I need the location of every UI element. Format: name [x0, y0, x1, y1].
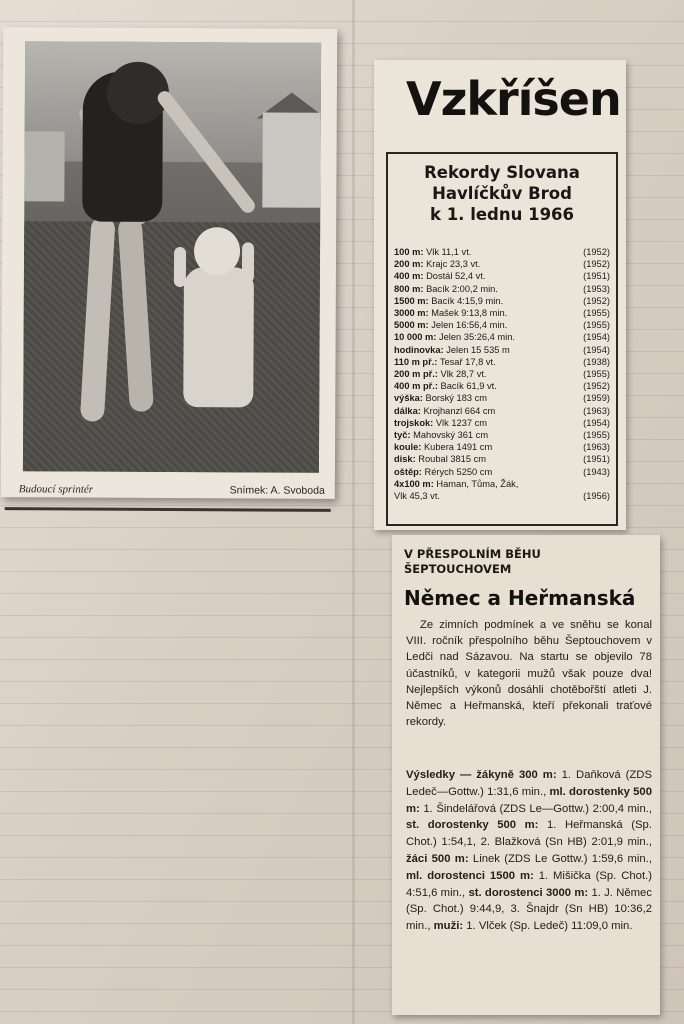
record-year: (1954)	[583, 417, 610, 428]
record-event: 400 m př.:	[394, 381, 438, 392]
record-result: Bacík 61,9 vt.	[440, 381, 497, 392]
kicker-line: ŠEPTOUCHOVEM	[404, 562, 512, 576]
record-result: Jelen 15 535 m	[446, 344, 510, 355]
record-result: Vlk 11,1 vt.	[426, 247, 472, 257]
record-entry	[394, 270, 486, 282]
record-result: Kubera 1491 cm	[423, 442, 493, 453]
record-event: 4x100 m:	[394, 478, 434, 489]
record-year: (1938)	[583, 356, 610, 367]
record-result: Bacík 2:00,2 min.	[426, 283, 498, 294]
record-event: koule:	[394, 442, 422, 453]
records-clipping	[374, 60, 626, 530]
record-row	[394, 344, 610, 356]
record-year: (1955)	[583, 369, 610, 380]
record-row	[394, 380, 610, 392]
record-entry	[394, 295, 503, 307]
results-text: 1. Heřmanská (Sp. Chot.) 1:54,1, 2. Blažková (Sn HB) 2:01,9 min.,	[406, 819, 652, 849]
results-heading: ml. dorostenky 500 m:	[406, 785, 653, 815]
record-entry	[394, 283, 498, 295]
record-year: (1955)	[583, 430, 610, 441]
record-year: (1954)	[583, 344, 610, 355]
results-heading: st. dorostenky 500 m:	[406, 819, 539, 832]
photo-baby-body	[183, 267, 254, 407]
record-entry	[394, 429, 488, 441]
record-row	[394, 441, 610, 453]
record-row	[394, 392, 610, 404]
photo-credit: Snímek: A. Svoboda	[229, 484, 325, 497]
photo-house-left	[24, 131, 64, 201]
record-result: Mahovský 361 cm	[413, 430, 489, 441]
record-year: (1953)	[583, 283, 610, 294]
record-year: (1954)	[583, 332, 610, 343]
record-entry	[394, 466, 492, 478]
record-result: Roubal 3815 cm	[418, 454, 486, 465]
record-event: 200 m:	[394, 259, 424, 270]
photo-caption-row	[19, 479, 325, 501]
record-year: (1952)	[583, 259, 610, 270]
record-year: (1955)	[583, 320, 610, 331]
clipping-rule	[5, 507, 331, 512]
record-row	[394, 453, 610, 465]
record-year: (1956)	[583, 490, 610, 501]
article-body: Ze zimních podmínek a ve sněhu se konal VIII. ročník přespolního běhu Šeptouchovem v Ledči nad Sázavou. Na startu se objevilo 78 účastníků, v kategorii mužů však pouze dva! Nejlepších výkonů dosáhli chotěbořští atleti J. Němec a Heřmanská, kteří překonali traťové rekordy.	[406, 619, 652, 729]
record-result: Tesař 17,8 vt.	[439, 356, 496, 367]
records-title-line: Havlíčkův Brod	[432, 184, 572, 203]
record-row	[394, 307, 610, 319]
record-event: 5000 m:	[394, 320, 429, 331]
results-heading: muži:	[433, 920, 464, 933]
record-row	[394, 319, 610, 331]
record-result: Vlk 1237 cm	[435, 417, 488, 428]
records-title-line: Rekordy Slovana	[424, 163, 580, 182]
article-clipping	[392, 535, 660, 1015]
photo-baby-head	[194, 227, 240, 275]
record-event: 200 m př.:	[394, 369, 438, 380]
record-event: trojskok:	[394, 417, 434, 428]
record-row	[394, 356, 610, 368]
record-year: (1959)	[583, 393, 610, 404]
record-event: 10 000 m:	[394, 332, 437, 343]
record-year: (1951)	[583, 454, 610, 465]
record-result: Krojhanzl 664 cm	[423, 405, 496, 416]
results-heading: ml. dorostenci 1500 m:	[406, 869, 534, 882]
record-entry	[394, 392, 487, 404]
record-row	[394, 270, 610, 282]
record-row	[394, 246, 610, 258]
record-entry	[394, 307, 507, 319]
record-year: (1952)	[583, 295, 610, 306]
record-year: (1963)	[583, 442, 610, 453]
record-result: Borský 183 cm	[425, 393, 488, 404]
record-event: hodinovka:	[394, 344, 444, 355]
record-result: Jelen 35:26,4 min.	[438, 332, 515, 343]
record-event: dálka:	[394, 405, 421, 416]
photo-house-right	[262, 112, 320, 207]
record-year: (1951)	[583, 271, 610, 282]
record-result: Dostál 52,4 vt.	[426, 271, 486, 282]
record-result: Bacík 4:15,9 min.	[431, 295, 504, 306]
record-result: Jelen 16:56,4 min.	[431, 320, 508, 331]
record-row	[394, 283, 610, 295]
record-row	[394, 417, 610, 429]
record-year: (1955)	[583, 308, 610, 319]
record-event: oštěp:	[394, 466, 422, 477]
record-event: 3000 m:	[394, 308, 429, 319]
record-entry	[394, 319, 507, 331]
kicker-line: V PŘESPOLNÍM BĚHU	[404, 547, 541, 561]
record-year: (1952)	[583, 247, 610, 257]
records-box	[386, 152, 618, 526]
record-row	[394, 258, 610, 270]
records-title	[388, 162, 616, 225]
record-event: disk:	[394, 454, 416, 465]
record-event: 1500 m:	[394, 295, 429, 306]
record-result: Haman, Tůma, Žák,	[436, 478, 519, 489]
results-heading: Výsledky — žákyně 300 m:	[406, 769, 557, 781]
record-event: 100 m:	[394, 247, 424, 257]
results-text: Linek (ZDS Le Gottw.) 1:59,6 min.,	[472, 852, 652, 865]
record-result: Mašek 9:13,8 min.	[431, 308, 508, 319]
record-entry	[394, 246, 471, 258]
record-year: (1952)	[583, 381, 610, 392]
record-event: 800 m:	[394, 283, 424, 294]
record-row-relay	[394, 478, 610, 502]
record-event: výška:	[394, 393, 423, 404]
article-kicker	[404, 547, 644, 577]
newspaper-photo	[23, 41, 321, 473]
record-row	[394, 405, 610, 417]
record-row	[394, 368, 610, 380]
article-results	[406, 767, 652, 935]
record-entry	[394, 380, 497, 392]
record-year: (1943)	[583, 466, 610, 477]
record-entry	[394, 368, 487, 380]
results-heading: st. dorostenci 3000 m:	[468, 886, 589, 899]
record-row	[394, 331, 610, 343]
record-entry	[394, 441, 492, 453]
records-list	[394, 246, 610, 502]
record-row	[394, 429, 610, 441]
record-entry	[394, 344, 510, 356]
record-event: tyč:	[394, 430, 411, 441]
results-heading: žáci 500 m:	[406, 852, 469, 865]
record-result: Vlk 28,7 vt.	[440, 369, 487, 380]
photo-clipping	[1, 27, 337, 499]
record-entry	[394, 417, 487, 429]
record-entry	[394, 453, 486, 465]
photo-caption: Budoucí sprintér	[18, 483, 94, 496]
record-event: 400 m:	[394, 271, 424, 282]
results-text: 1. Daňková (ZDS Ledeč—Gottw.) 1:31,6 min.,	[406, 769, 652, 798]
record-entry	[394, 331, 515, 343]
record-entry	[394, 405, 495, 417]
results-text: 1. Šindelářová (ZDS Le—Gottw.) 2:00,4 min.,	[423, 802, 653, 815]
page-crease	[352, 0, 355, 1024]
record-event: 110 m př.:	[394, 356, 438, 367]
record-year: (1963)	[583, 405, 610, 416]
record-result: Vlk 45,3 vt.	[394, 490, 440, 501]
record-entry	[394, 258, 480, 270]
article-title: Němec a Heřmanská	[404, 586, 636, 610]
record-result: Rérych 5250 cm	[424, 466, 493, 477]
record-entry	[394, 356, 496, 368]
results-text: 1. Vlček (Sp. Ledeč) 11:09,0 min.	[466, 920, 633, 933]
records-title-line: k 1. lednu 1966	[429, 205, 575, 224]
record-result: Krajc 23,3 vt.	[426, 259, 481, 270]
record-row	[394, 466, 610, 478]
record-row	[394, 295, 610, 307]
photo-grass	[23, 221, 320, 473]
results-text: 1. Mišička (Sp. Chot.) 4:51,6 min.,	[406, 869, 652, 899]
headline: Vzkříšen	[406, 72, 621, 126]
results-text: 1. J. Němec (Sp. Chot.) 9:44,9, 3. Šnajdr (Sn HB) 10:36,2 min.,	[406, 886, 652, 933]
